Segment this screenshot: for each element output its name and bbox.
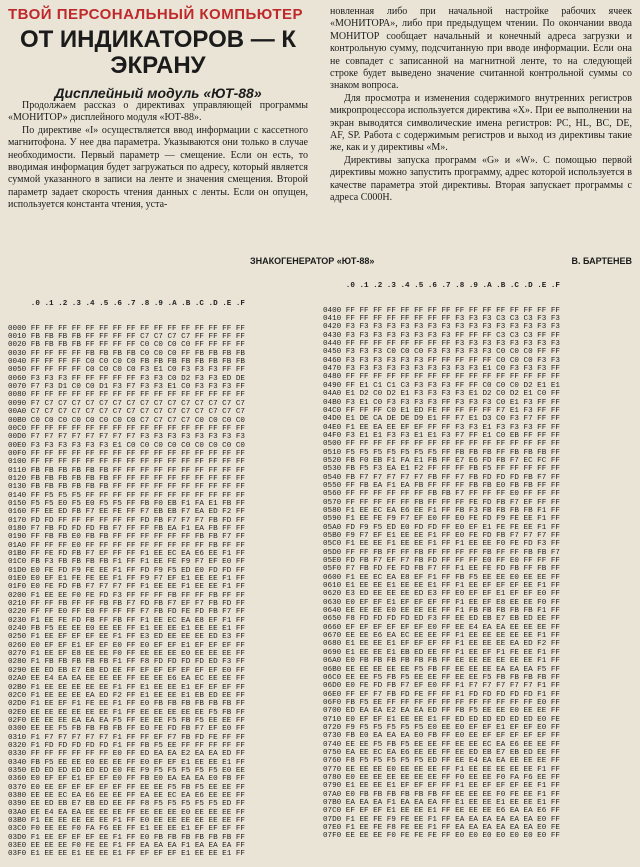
dump-row: 05E0 FD FB F7 EF F7 FB FD FF FF FF E0 FF E0 FF FF FF (323, 557, 560, 566)
dump-row: 07D0 F1 EE FE F9 FE EE F1 FF EA EA EA EA EA EA E0 FF (323, 815, 560, 824)
dump-row: 03A0 EE E4 EA EA EE EE EE FF EE EE EE E0 EE EE EE FF (8, 808, 245, 817)
dump-row: 0100 FF FF FF FF FF FF FF FF FF FF FF FF FF FF FF FF (8, 458, 245, 467)
dump-row: 01E0 E0 EF E1 FE FE EE F1 FF F9 F7 EF E1 EE EE F1 FF (8, 575, 245, 584)
dump-row: 0590 F1 EE FE F9 F7 EF E0 FF E0 FE FD F9 FE EE F1 FF (323, 515, 560, 524)
dump-row: 0480 FF FF FF FF FF FF FF FF FF FF FF FF FF FF FF FF (323, 373, 560, 382)
article-title: ОТ ИНДИКАТОРОВ — К ЭКРАНУ (19, 26, 297, 79)
dump-row: 0370 E0 EE EF EF EF EF EF FF EE EE F5 FB F5 EE EE FF (8, 783, 245, 792)
dump-row: 0070 F7 F3 D1 C0 C0 D1 F3 F7 F3 F3 E1 C0 F3 F3 F3 FF (8, 383, 245, 392)
dump-row: 0030 FF FF FF FF FB FB FB FB C0 C0 C0 FF FB FB FB FB (8, 349, 245, 358)
dump-row: 0500 FF FF FF FF FF FF FF FF FF FF FF FF FF FF FF FF (323, 440, 560, 449)
dump-row: 0270 F1 EE EF E8 EE EE F0 FF EE EE EE E0 EE EE EE FF (8, 650, 245, 659)
dump-row: 0600 F1 EE EC EA E8 EF F1 FF FB F5 EE EE E0 EE EE FF (323, 573, 560, 582)
dump-header: .0 .1 .2 .3 .4 .5 .6 .7 .8 .9 .A .B .C .D .E .F (30, 299, 245, 308)
dump-row: 0180 F7 FB FD FD FD FB F7 FF FF FB EA F1 EA FB FF FF (8, 524, 245, 533)
dump-row: 02D0 F1 EE EF F1 FE EE F1 FF E0 FB FB FB FB FB FB FF (8, 700, 245, 709)
dump-row: 0680 E1 EE EE E1 EF EF EF FF F1 EE EE EE EA ED F2 FF (323, 640, 560, 649)
dump-row: 04B0 F3 E1 C0 F3 F3 F3 F3 FF F3 F3 F3 C0 E1 F3 FF FF (323, 398, 560, 407)
paragraph: Директивы запуска программ «G» и «W». С помощью первой директивы можно запустить программу, адрес которой используется в качестве параметра этой директивы. Вторая запускает программы с адреса C000H. (330, 154, 632, 204)
dump-row: 0450 F3 F3 F3 C0 C0 C0 F3 F3 F3 F3 F3 C0 C0 C0 FF FF (323, 348, 560, 357)
dump-row: 03F0 E1 EE EE E1 EE EE E1 FF EF EF EF E1 EE EE E1 FF (8, 850, 245, 859)
dump-row: 0360 E0 EF EF E1 EF EF E0 FF FB E0 EA EA EA E0 FB FF (8, 775, 245, 784)
article-subtitle: Дисплейный модуль «ЮТ-88» (54, 85, 262, 101)
dump-header: .0 .1 .2 .3 .4 .5 .6 .7 .8 .9 .A .B .C .D .E .F (345, 281, 560, 290)
dump-row: 0020 FB FB FB FB FF FF FF FF C0 C0 C0 C0 FF FF FF FF (8, 341, 245, 350)
dump-row: 02F0 EE EE EE EA EA EA F5 FF EE EE F5 FB F5 EE EE FF (8, 716, 245, 725)
dump-row: 00E0 F3 F3 F3 F3 F3 F3 E1 C0 C0 C0 C0 C0 C0 C0 C0 C0 (8, 441, 245, 450)
dump-row: 0410 FF FF FF FF FF FF FF FF F3 F3 F3 C3 C3 C3 F3 F3 (323, 315, 560, 324)
author: В. БАРТЕНЕВ (571, 256, 632, 266)
dump-row: 03C0 F0 EE EE F0 FA F6 EE FF E1 EE EE E1 EF EF EF FF (8, 825, 245, 834)
dump-row: 0540 FB F7 F7 F7 F7 F7 FB FF F7 FB FD FD FD FB F7 FF (323, 473, 560, 482)
dump-row: 07B0 EA EA EA F1 EA EA EA FF E1 EE EE E1 EE EE E1 FF (323, 799, 560, 807)
dump-row: 02E0 EE EE EE EE EE EE F1 FF EE EE EE EE EE F5 FB FF (8, 708, 245, 717)
dump-row: 0330 FF FF FF FF FF FF E0 FF ED EA EA E2 EA EA ED FF (8, 750, 245, 759)
dump-row: 02B0 F1 EE EE EE EE EE F1 FF E1 EE EE E1 EF EF EF FF (8, 683, 245, 692)
dump-row: 0770 EE EE EE E0 EE EE EE FF F1 EE EE EE EE EE F1 FF (323, 765, 560, 774)
dump-row: 0090 F7 C7 C7 C7 C7 C7 C7 C7 C7 C7 C7 C7 C7 C7 C7 C7 (8, 399, 245, 408)
dump-row: 0350 ED ED ED ED ED ED E0 FE F9 F5 F5 F5 F5 F5 E0 EE (8, 766, 245, 775)
dump-row: 0670 EE EE E6 EA EC EE EE FF F1 EE EE EE EE EE F1 FF (323, 632, 560, 641)
dump-row: 02A0 EE E4 EA EA EE EE EE FF EE EE E6 EA EC EE EE FF (8, 675, 245, 684)
dump-row: 0060 F3 F3 F3 FF FF FF FF FF F3 F3 C0 D2 F3 F3 ED DE (8, 374, 245, 383)
dump-row: 0240 FB F5 EE EE E0 EE EE FF E1 EE EE E1 EE EE E1 FF (8, 625, 245, 634)
dump-row: 0340 FB F5 EE EE E0 EE EE FF E0 EF EF E1 EE EE E1 FF (8, 758, 245, 767)
dump-row: 00D0 F7 F7 F7 F7 F7 F7 F7 F7 F3 F3 F3 F3 F3 F3 F3 F3 (8, 433, 245, 442)
paragraph: новленная либо при начальной настройке рабочих ячеек «МОНИТОРА», либо при предыдущем чтении. По окончании ввода МОНИТОР сообщает начальный и конечный адреса загрузки и контрольную сумму, подсчитанную при вводе информации. Если она не совпадет с записанной на магнитной ленте, то на следующей строке будет выведено значение считанной контрольной суммы со знаком вопроса. (330, 6, 632, 92)
dump-row: 0080 FF FF FF FF FF FF FF FF FF FF FF FF FF FF FF FF (8, 391, 245, 400)
dump-row: 01A0 FF FF FF E0 FF FF FF FF FF FF FF FF FF FB FF FF (8, 541, 245, 550)
dump-row: 0300 EE EE F5 FB FB FB FB FF E0 FE FD FB F7 EF E0 FF (8, 725, 245, 734)
dump-row: 01C0 FB F3 FB FB FB FB F1 FF F1 EE FE F9 F7 EF E0 FF (8, 558, 245, 567)
dump-row: 0390 EE ED EB E7 EB ED EE FF F8 F5 F5 F5 F5 F5 ED FF (8, 800, 245, 809)
dump-row: 06D0 E0 FE FD FB F7 EF E0 FF F1 F7 F7 F7 F7 F7 F1 FF (323, 682, 560, 691)
dump-row: 0250 F1 EE EF EF EF EE F1 FF E3 ED EE EE EE ED E3 FF (8, 633, 245, 642)
dump-row: 0470 F3 F3 F3 F3 F3 F3 F3 F3 F3 F3 E1 C0 F3 F3 F3 FF (323, 365, 560, 374)
dump-row: 0760 F8 F5 F5 F5 F5 F5 ED FF EE E4 EA EA EE EE EE FF (323, 757, 560, 766)
dump-row: 0700 ED EA EA E2 EA EA ED FF FB F5 EE EE E0 EE EE FF (323, 707, 560, 716)
dump-row: 0550 FF FB EA F1 EA FB FF FF FF FB FB E0 FB FB FF FF (323, 481, 560, 490)
dump-row: 0790 E1 EE EE E1 EF EF EF FF F1 EE EF EF EF EE F1 FF (323, 782, 560, 791)
dump-row: 05F0 F7 FB FD FE FD FB F7 FF F1 EE FE FD FB FF FB FF (323, 565, 560, 574)
dump-row: 00A0 C7 C7 C7 C7 C7 C7 C7 C7 C7 C7 C7 C7 C7 C7 C7 C7 (8, 408, 245, 417)
dump-row: 0440 FF FF FF FF FF FF FF FF F3 F3 F3 F3 F3 F3 F3 F3 (323, 340, 560, 349)
dump-row: 01B0 FF FE FD FB F7 EF FF FF F1 EE EC EA E6 EE F1 FF (8, 550, 245, 558)
dump-row: 0320 F1 FD FD FD FD FD F1 FF FB F5 EE FF FF FF FF FF (8, 741, 245, 750)
dump-row: 0640 EE EE EE E0 EE EE EE FF F1 FB FB FB FB FB F1 FF (323, 607, 560, 616)
dump-row: 00B0 C0 C0 C0 C0 C0 C0 C0 C0 C7 C7 C7 C7 C0 C0 C0 C0 (8, 416, 245, 425)
dump-row: 0520 FB F0 EB F1 FA E1 FB FF E7 E6 FD FB F7 EC FC FF (323, 456, 560, 465)
dump-row: 0530 FB F5 F3 EA E1 F2 FF FF FF FB F5 FF FF FF FF FF (323, 465, 560, 474)
dump-row: 04D0 E1 DE CA DE DE D9 E1 FF F7 E1 D3 C0 F3 F7 FF FF (323, 415, 560, 424)
dump-row: 0420 F3 F3 F3 F3 F3 F3 F3 F3 F3 F3 F3 F3 F3 F3 F3 F3 (323, 323, 560, 332)
dump-row: 0660 EF EF EF EF EF EF E0 FF EE E4 EA EA EE EE EE FF (323, 623, 560, 632)
left-text-column (8, 100, 308, 212)
dump-row: 0620 E3 ED EE EE EE ED E3 FF E0 EF EF E1 EF EF E0 FF (323, 590, 560, 599)
paragraph: По директиве «I» осуществляется ввод информации с кассетного магнитофона. У нее два параметра. Указываются они только в случае необходимости. Первый параметр — смещение. Если он есть, то вводимая информация будет загружаться по адресу, который является суммой указанного в записи на ленте и значения смещения. Второй параметр задает скорость чтения данных с ленты. Если он опущен, используется константа чтения, уста- (8, 124, 308, 211)
dump-row: 00C0 FF FF FF FF FF FF FF FF FF FF FF FF FF FF FF FF (8, 424, 245, 433)
dump-row: 0650 F8 FD FD FD FD ED F3 FF EE ED EB E7 EB ED EE FF (323, 615, 560, 624)
dump-row: 0310 F1 F7 F7 F7 F7 F7 F1 FF FF EF F7 FB FD FE FF FF (8, 733, 245, 742)
dump-row: 0000 FF FF FF FF FF FF FF FF FF FF FF FF FF FF FF FF (8, 324, 245, 333)
dump-row: 04C0 FF FF FF C0 E1 ED FE FF FF FF FF F7 E1 F3 FF FF (323, 406, 560, 415)
dump-row: 0260 E0 EF EF E1 EF EF E0 FF E0 EF EF E1 EF EF EF FF (8, 641, 245, 650)
dump-row: 04F0 F3 E1 E1 F3 F3 E1 E1 F3 F7 FF E1 C0 EB FF FF FF (323, 431, 560, 440)
dump-row: 04A0 E1 D2 C0 D2 E1 F3 F3 F3 F3 E1 D2 C0 D2 E1 C0 FF (323, 390, 560, 399)
dump-row: 0690 E1 EE EE E1 EB ED EE FF F1 EE EF F1 FE EE F1 FF (323, 648, 560, 657)
dump-row: 0510 F5 F5 F5 F5 F5 F5 F5 FF FB FB FB FF FB FB FB FF (323, 448, 560, 457)
dump-row: 07F0 EE EE EE F0 FE FE FE FF E0 E0 E0 E0 E0 E0 E0 FF (323, 832, 560, 841)
dump-row: 0050 FF FF FF FF C0 C0 C0 C0 F3 E1 C0 F3 F3 F3 FF FF (8, 366, 245, 375)
dump-row: 0720 F9 F5 F5 F5 F5 F5 E0 EE E0 EF EF E1 EF EF E0 FF (323, 723, 560, 732)
dump-row: 07A0 E0 FB FB FB FB FB FB FF EE EE EE F0 FE EE F1 FF (323, 790, 560, 799)
dump-row: 03D0 F1 EE EF EF EF EE F1 FF E0 FB FB FB FB FB FB FF (8, 833, 245, 842)
dump-row: 06A0 E0 FB FB FB FB FB FB FF EE EE EE EE EE EE F1 FF (323, 657, 560, 666)
right-text-column (330, 6, 632, 205)
dump-row: 0490 FF E1 C1 C1 C3 F3 F3 F3 FF FF C0 C0 C0 D2 E1 E1 (323, 381, 560, 390)
dump-row: 03E0 EE EE EE F0 FE EE F1 FF EA EA EA F1 EA EA EA FF (8, 842, 245, 851)
dump-row: 0290 EE ED EB E7 EB ED EE FF EF EF EF EF EF EF E0 FF (8, 666, 245, 675)
dump-row: 07E0 F1 EE FE F8 FE EE F1 FF EA EA EA EA EA EA E0 FE (323, 824, 560, 833)
dump-row: 0740 EE EE F5 FB F5 EE EE FF EE EE EC EA E6 EE EE FF (323, 740, 560, 749)
dump-row: 0280 F1 FB FB FB FB FB F1 FF F8 FD FD FD FD ED F3 FF (8, 658, 245, 667)
dump-row: 0570 FF FF FF FF FF FB FF FF FF FE FD FB F7 EF FF FF (323, 498, 560, 507)
dump-row: 06E0 FF EF F7 FB FD FE FF FF F1 FD FD FD FD FD F1 FF (323, 690, 560, 699)
dump-row: 0140 FF F5 F5 F5 FF FF FF FF FF FF FF FF FF FF FF FF (8, 491, 245, 500)
dump-row: 0170 FD FD FF FF FF FF FF FF FD FB F7 F7 F7 FB FD FF (8, 516, 245, 525)
dump-row: 05B0 F9 F7 EF E1 EE EE F1 FF E0 FE FD FB F7 F7 F7 FF (323, 532, 560, 540)
dump-row: 0380 EE EE EC EA E6 EE EE FF EA EE EC EA E6 EE EE FF (8, 791, 245, 800)
dump-row: 05C0 F1 EE EE F1 EE EE F1 FF F1 EE EE F0 FE FD F3 FF (323, 540, 560, 549)
dump-row: 0190 FF FB FB E0 FB FB FF FF FF FF FF FF FB FB F7 FF (8, 533, 245, 542)
dump-row: 05D0 FF FF FB FF FF FB FF FF FF FF FB FF FF FB FB F7 (323, 548, 560, 557)
dump-row: 0580 F1 EE EC EA E6 EE F1 FF FB F3 FB FB FB FB F1 FF (323, 506, 560, 515)
dump-rows (323, 307, 560, 841)
dump-row: 0130 FB FB FB FB FB FB FF FF FF FF FF FF FF FF FF FF (8, 483, 245, 492)
dump-row: 04E0 F1 EE EA EE EF EF FF FF F3 F3 E1 F3 F3 F3 FF FF (323, 423, 560, 432)
dump-row: 0200 F1 EE EE F0 FE FD F3 FF FF FF FB FF FF FB FF FF (8, 591, 245, 600)
dump-row: 07C0 EF EF EF E1 EE EE E1 FF EE EE EE E6 EA EA E6 FF (323, 807, 560, 816)
dump-row: 01D0 E0 FE FD F9 FE EE F1 FF FD F9 F5 ED E0 FD FD FF (8, 566, 245, 575)
paragraph: Продолжаем рассказ о директивах управляющей программы «МОНИТОР» дисплейного модуля «ЮТ-88». (8, 100, 308, 124)
paragraph: Для просмотра и изменения содержимого внутренних регистров микропроцессора используется директива «X». При ее выполнении на экран выводятся символические имена регистров: PC, HL, BC, DE, AF, SP. Работа с содержимым регистров и выход из директивы такие же, как и у директивы «М». (330, 92, 632, 154)
dump-row: 0040 FF FF FF FF C0 C0 C0 C0 FB FB FB FB FB FB FB FB (8, 358, 245, 367)
dump-row: 0010 FB FB FB FB FF FF FF FF C7 C7 C7 C7 FF FF FF FF (8, 333, 245, 342)
dump-row: 0230 F1 EE FE FD FB FF FB FF F1 EE EC EA E8 EF F1 FF (8, 616, 245, 625)
hex-dump-right (323, 265, 560, 849)
dump-row: 0210 FF FF FB FF FF FB FB F7 FD FB F7 EF F7 FB FD FF (8, 600, 245, 609)
dump-row: 0560 FF FF FF FF FF FF FB FB F7 FF FF FF E0 FF FF FF (323, 490, 560, 499)
dump-row: 0110 FB FB FB FB FB FB FF FF FF FF FF FF FF FF FF FF (8, 466, 245, 475)
dump-row: 0730 FB E0 EA EA EA E0 FB FF E0 EE EF EF EF EF EF FF (323, 732, 560, 741)
dump-row: 06B0 EE EE EE EE EE F5 FB FF EE EE EE EA EA EA F5 FF (323, 665, 560, 674)
dump-row: 0610 E1 EE EE E1 EE EE E1 FF F1 EE EF EF EF EE F1 FF (323, 582, 560, 591)
dump-row: 0710 E0 EF EF E1 EE EE E1 FF ED ED ED ED ED ED E0 FE (323, 715, 560, 724)
dump-row: 0460 F3 F3 F3 F3 F3 F3 FF FF FF FF FF C0 C0 C0 F3 F3 (323, 356, 560, 365)
hex-dump-left (8, 283, 245, 867)
dump-row: 05A0 FD F9 F5 ED E0 FD FD FF E0 EF E1 FE FE EE F1 FF (323, 523, 560, 532)
dump-row: 0630 E0 EF EF E1 EF EF EF FF F1 EE EF E8 EE EE F0 FF (323, 598, 560, 607)
dump-row: 0400 FF FF FF FF FF FF FF FF FF FF FF FF FF FF FF FF (323, 306, 560, 315)
dump-row: 0220 FF FF E0 FF E0 FF FF FF F7 FB FD FE FD FB F7 FF (8, 608, 245, 617)
dump-row: 00F0 FF FF FF FF FF FF FF FF FF FF FF FF FF FF FF FF (8, 449, 245, 458)
dump-row: 0150 F5 F5 E0 F5 E0 F5 F5 FF FB F0 EB F1 FA E1 FB FF (8, 499, 245, 508)
dump-row: 02C0 F1 EE EE EE EA ED F2 FF E1 EE EE E1 EB ED EE FF (8, 691, 245, 700)
dump-row: 06F0 FB F5 EE FF FF FF FF FF FF FF FF FF FF FF E0 FF (323, 698, 560, 707)
dump-row: 0430 F3 F3 F3 F3 F3 F3 F3 F3 FF FF FF C3 C3 C3 FF FF (323, 331, 560, 340)
dump-row: 0780 E0 EE EE EE EE EE EE FF F0 EE EE F0 FA F6 EE FF (323, 773, 560, 782)
dump-row: 03B0 F1 EE EE EE EE EE F1 FF E0 EE EE EE EE EE EE FF (8, 817, 245, 825)
dump-row: 0160 FF EE ED FB F7 EE FE FF F7 EB EB F7 EA ED F2 FF (8, 508, 245, 517)
table-caption: ЗНАКОГЕНЕРАТОР «ЮТ-88» (250, 256, 375, 266)
dump-row: 0750 EA EE EC EA E6 EE EE FF EE ED EB E7 EB ED EE FF (323, 748, 560, 757)
dump-row: 01F0 E0 FE FD FB F7 F7 F7 FF F1 EE EE F1 EE EE F1 FF (8, 583, 245, 592)
dump-row: 06C0 EE EE F5 FB F5 EE EE FF EE EE F5 FB FB FB FB FF (323, 673, 560, 682)
dump-row: 0120 FB FB FB FB FB FB FF FF FF FF FF FF FF FF FF FF (8, 474, 245, 483)
dump-rows (8, 325, 245, 859)
rubric: ТВОЙ ПЕРСОНАЛЬНЫЙ КОМПЬЮТЕР (8, 6, 304, 23)
